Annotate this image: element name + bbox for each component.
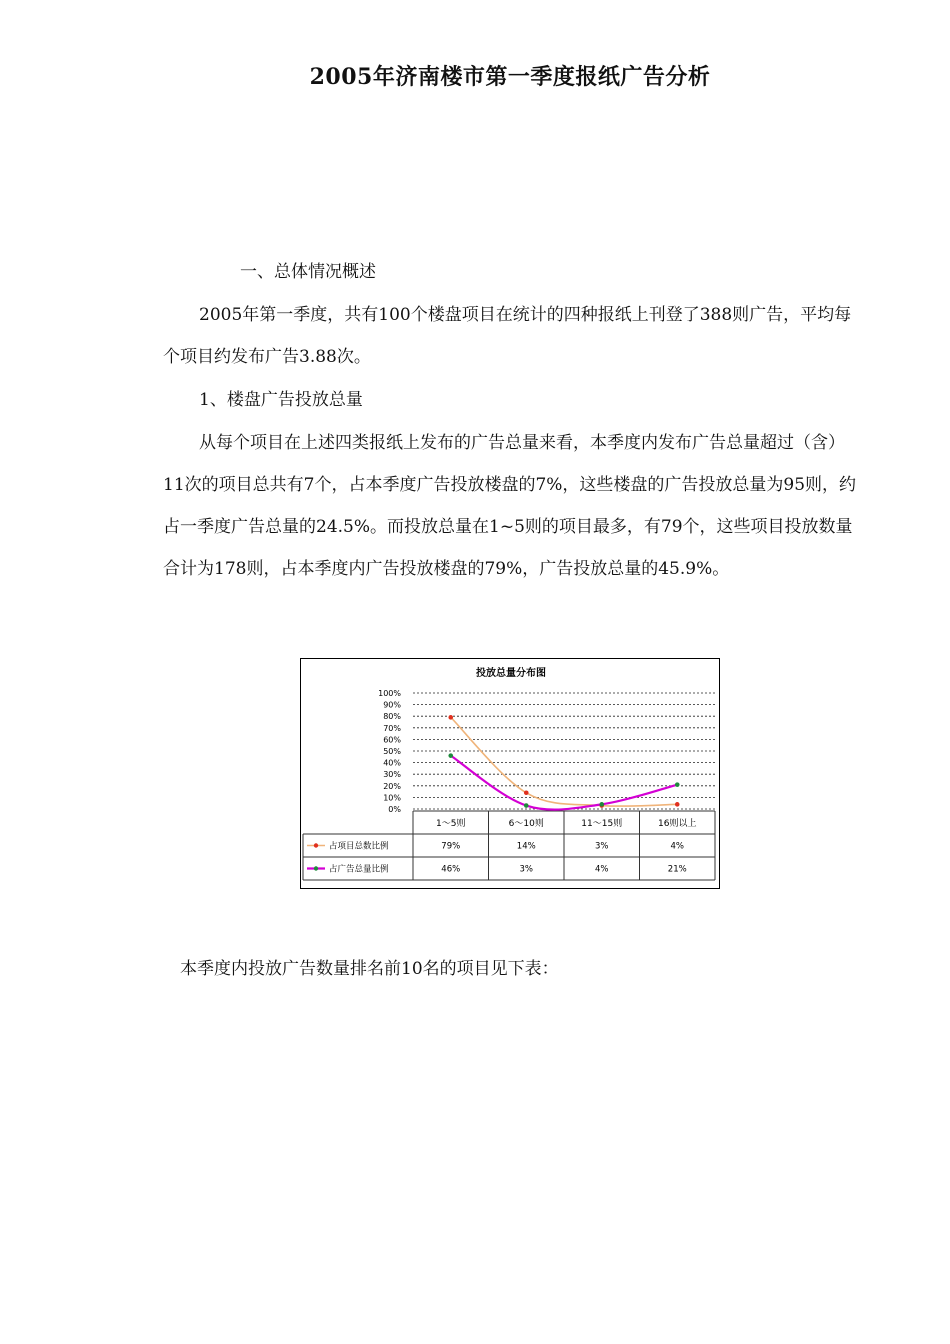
chart-svg	[301, 659, 721, 890]
data-table-value: 79%	[441, 841, 461, 852]
legend-marker	[314, 866, 318, 870]
category-label: 1～5则	[436, 819, 466, 829]
data-point	[675, 802, 680, 807]
y-tick-label: 90%	[383, 700, 401, 710]
data-point	[524, 790, 529, 795]
document-title: 2005年济南楼市第一季度报纸广告分析	[309, 64, 711, 90]
data-table-value: 4%	[670, 841, 684, 852]
legend-label: 占项目总数比例	[329, 841, 389, 852]
legend-marker	[314, 843, 318, 847]
data-table-value: 21%	[667, 864, 687, 875]
data-point	[448, 715, 453, 720]
section-paragraph: 2005年第一季度，共有100个楼盘项目在统计的四种报纸上刊登了388则广告，平均每个项目约发布广告3.88次。	[163, 305, 852, 367]
data-table-value: 4%	[595, 864, 609, 875]
data-point	[675, 782, 680, 787]
y-tick-label: 70%	[383, 723, 401, 733]
table-intro: 本季度内投放广告数量排名前10名的项目见下表：	[180, 959, 559, 979]
subsection-paragraph: 从每个项目在上述四类报纸上发布的广告总量来看，本季度内发布广告总量超过（含）11次的项目总共有7个，占本季度广告投放楼盘的7%，这些楼盘的广告投放总量为95则，约占一季度广告总量的24.5%。而投放总量在1~5则的项目最多，有79个，这些项目投放数量合计为178则，占本季度内广告投放楼盘的79%，广告投放总量的45.9%。	[163, 433, 857, 579]
category-label: 11～15则	[581, 819, 623, 829]
category-label: 16则以上	[658, 819, 697, 829]
category-label: 6～10则	[508, 819, 544, 829]
y-tick-label: 100%	[378, 689, 401, 698]
legend-label: 占广告总量比例	[329, 864, 389, 875]
y-tick-label: 30%	[383, 770, 401, 780]
section-heading: 一、总体情况概述	[240, 262, 376, 282]
y-tick-label: 80%	[383, 712, 401, 722]
data-table-value: 3%	[519, 864, 533, 875]
y-tick-label: 40%	[383, 758, 401, 768]
data-point	[599, 802, 604, 807]
series-line	[451, 756, 678, 810]
data-point	[448, 753, 453, 758]
y-tick-label: 10%	[383, 793, 401, 803]
data-table-value: 46%	[441, 864, 461, 875]
data-table-value: 3%	[595, 841, 609, 852]
series-line	[451, 717, 678, 806]
y-tick-label: 50%	[383, 747, 401, 756]
y-tick-label: 0%	[388, 805, 401, 814]
y-tick-label: 20%	[383, 781, 401, 791]
data-table-value: 14%	[516, 841, 536, 852]
data-point	[524, 803, 529, 808]
y-tick-label: 60%	[383, 735, 401, 745]
chart-title: 投放总量分布图	[476, 668, 546, 679]
subsection-heading: 1、楼盘广告投放总量	[199, 390, 363, 410]
distribution-chart	[300, 658, 720, 889]
